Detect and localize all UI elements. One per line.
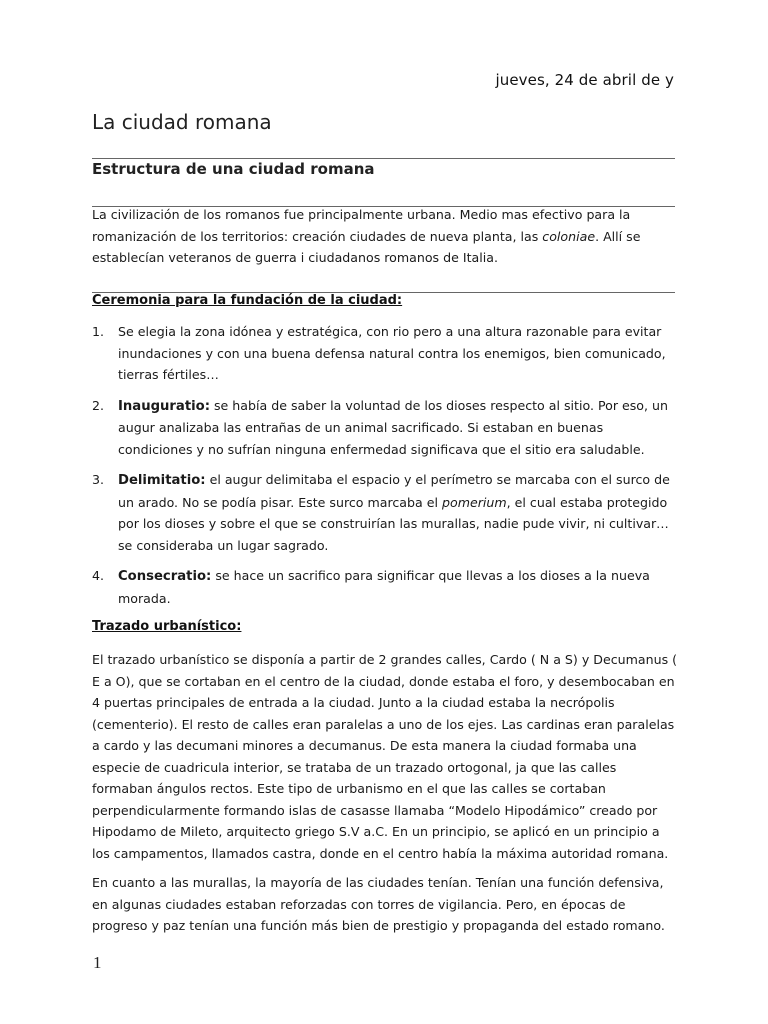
document-date: jueves, 24 de abril de y bbox=[495, 71, 674, 89]
intro-paragraph: La civilización de los romanos fue principalmente urbana. Medio mas efectivo para la romanización de los territorios: creación ciudades de nueva planta, las coloniae. Allí se establecían veteranos de guerra i ciudadanos romanos de Italia. bbox=[92, 207, 641, 265]
inauguratio-term: Inauguratio: bbox=[118, 398, 210, 414]
list-item: 2. Inauguratio: se había de saber la voluntad de los dioses respecto al sitio. Por eso, un augur analizaba las entrañas de un animal sacrificado. Si estaban en buenas condiciones y no sufrían ninguna enfermedad significava que el sitio era saludable. bbox=[92, 397, 668, 457]
list-item: 4. Consecratio: se hace un sacrifico para significar que llevas a los dioses a la nueva morada. bbox=[92, 568, 650, 606]
page-number: 1 bbox=[93, 953, 102, 972]
urban-paragraph: El trazado urbanístico se disponía a partir de 2 grandes calles, Cardo ( N a S) y Decumanus ( E a O), que se cortaban en el centro de la ciudad, donde estaba el foro, y desembocaban en 4 puertas principales de entrada a la ciudad. Junto a la ciudad estaba la necrópolis (cementerio). El resto de calles eran paralelas a uno de los ejes. Las cardinas eran paralelas a cardo y las decumani minores a decumanus. De esta manera la ciudad formaba una especie de cuadricula interior, se trataba de un trazado ortogonal, ja que las calles formaban ángulos rectos. Este tipo de urbanismo en el que las calles se cortaban perpendicularmente formando islas de casasse llamaba “Modelo Hipodámico” creado por Hipodamo de Mileto, arquitecto griego S.V a.C. En un principio, se aplicó en un principio a los campamentos, llamados castra, donde en el centro había la máxima autoridad romana. bbox=[92, 652, 678, 861]
walls-paragraph: En cuanto a las murallas, la mayoría de las ciudades tenían. Tenían una función defensiva, en algunas ciudades estaban reforzadas con torres de vigilancia. Pero, en épocas de progreso y paz tenían una función más bien de prestigio y propaganda del estado romano. bbox=[92, 875, 665, 933]
delimitatio-term: Delimitatio: bbox=[118, 473, 206, 488]
urban-heading: Trazado urbanístico: bbox=[92, 619, 242, 634]
ceremony-heading: Ceremonia para la fundación de la ciudad: bbox=[92, 293, 403, 308]
document-title: La ciudad romana bbox=[92, 110, 272, 134]
document-subtitle: Estructura de una ciudad romana bbox=[92, 160, 375, 178]
list-item: 1. Se elegia la zona idónea y estratégica, con rio pero a una altura razonable para evitar inundaciones y con una buena defensa natural contra los enemigos, bien comunicado, tierras fértiles… bbox=[92, 324, 666, 382]
title-divider bbox=[92, 158, 675, 159]
list-item: 3. Delimitatio: el augur delimitaba el espacio y el perímetro se marcaba con el surco de un arado. No se podía pisar. Este surco marcaba el pomerium, el cual estaba protegido por los dioses y sobre el que se construirían las murallas, nadie pude vivir, ni cultivar… se consideraba un lugar sagrado. bbox=[92, 472, 670, 553]
pomerium-term: pomerium bbox=[442, 494, 507, 510]
ceremony-list bbox=[92, 321, 680, 618]
consecratio-term: Consecratio: bbox=[118, 569, 212, 584]
coloniae-term: coloniae bbox=[542, 228, 596, 244]
